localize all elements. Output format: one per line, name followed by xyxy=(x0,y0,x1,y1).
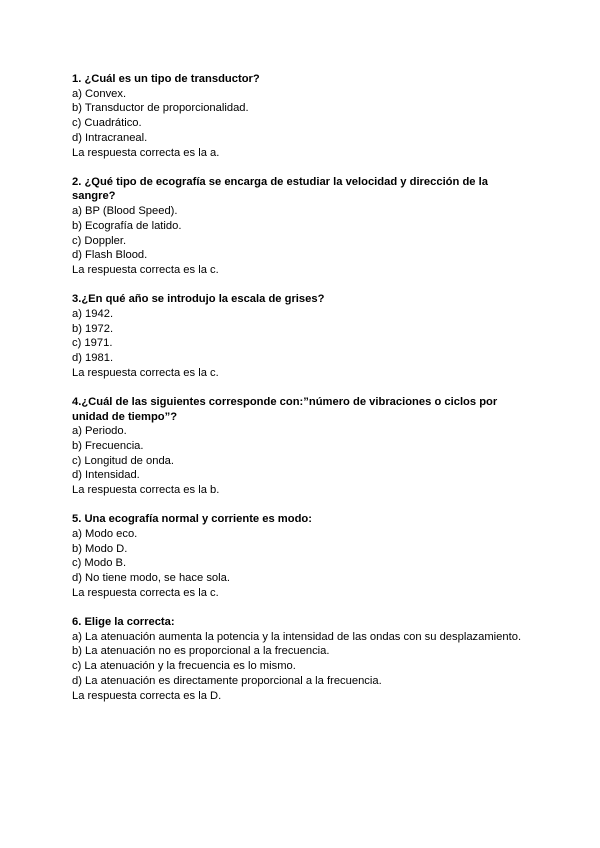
correct-answer: La respuesta correcta es la a. xyxy=(72,146,220,159)
question-1 xyxy=(72,72,532,160)
option-a: a) 1942. xyxy=(72,307,114,320)
correct-answer: La respuesta correcta es la c. xyxy=(72,366,219,379)
option-b: b) Ecografía de latido. xyxy=(72,219,182,232)
correct-answer: La respuesta correcta es la D. xyxy=(72,689,222,702)
correct-answer: La respuesta correcta es la c. xyxy=(72,586,219,599)
option-d: d) 1981. xyxy=(72,351,114,364)
option-b: b) Modo D. xyxy=(72,542,128,555)
option-b: b) La atenuación no es proporcional a la frecuencia. xyxy=(72,645,330,658)
question-title: 2. ¿Qué tipo de ecografía se encarga de estudiar la velocidad y dirección de la sangre? xyxy=(72,175,488,203)
option-d: d) Flash Blood. xyxy=(72,249,148,262)
option-a: a) Convex. xyxy=(72,87,127,100)
question-title: 3.¿En qué año se introdujo la escala de grises? xyxy=(72,293,325,306)
correct-answer: La respuesta correcta es la b. xyxy=(72,484,220,497)
question-title: 5. Una ecografía normal y corriente es modo: xyxy=(72,513,312,526)
option-b: b) 1972. xyxy=(72,322,114,335)
option-c: c) Cuadrático. xyxy=(72,117,142,130)
option-d: d) La atenuación es directamente proporcional a la frecuencia. xyxy=(72,674,382,687)
option-a: a) La atenuación aumenta la potencia y la intensidad de las ondas con su desplazamiento. xyxy=(72,630,522,643)
option-c: c) 1971. xyxy=(72,337,113,350)
question-title: 6. Elige la correcta: xyxy=(72,616,175,628)
question-4 xyxy=(72,395,532,498)
correct-answer: La respuesta correcta es la c. xyxy=(72,263,219,276)
option-c: c) La atenuación y la frecuencia es lo mismo. xyxy=(72,660,296,673)
option-a: a) Modo eco. xyxy=(72,527,138,540)
question-title: 4.¿Cuál de las siguientes corresponde con:”número de vibraciones o ciclos por unidad de tiempo”? xyxy=(72,395,498,423)
option-d: d) Intensidad. xyxy=(72,469,140,482)
question-3 xyxy=(72,292,532,380)
question-5 xyxy=(72,512,532,600)
document-page xyxy=(72,72,532,718)
option-d: d) No tiene modo, se hace sola. xyxy=(72,572,230,585)
option-b: b) Transductor de proporcionalidad. xyxy=(72,102,249,115)
option-a: a) Periodo. xyxy=(72,425,127,438)
option-c: c) Longitud de onda. xyxy=(72,454,175,467)
question-title: 1. ¿Cuál es un tipo de transductor? xyxy=(72,73,260,85)
option-c: c) Modo B. xyxy=(72,557,127,570)
question-2 xyxy=(72,175,532,278)
option-b: b) Frecuencia. xyxy=(72,439,144,452)
option-d: d) Intracraneal. xyxy=(72,131,148,144)
option-a: a) BP (Blood Speed). xyxy=(72,205,178,218)
question-6 xyxy=(72,615,532,703)
option-c: c) Doppler. xyxy=(72,234,127,247)
